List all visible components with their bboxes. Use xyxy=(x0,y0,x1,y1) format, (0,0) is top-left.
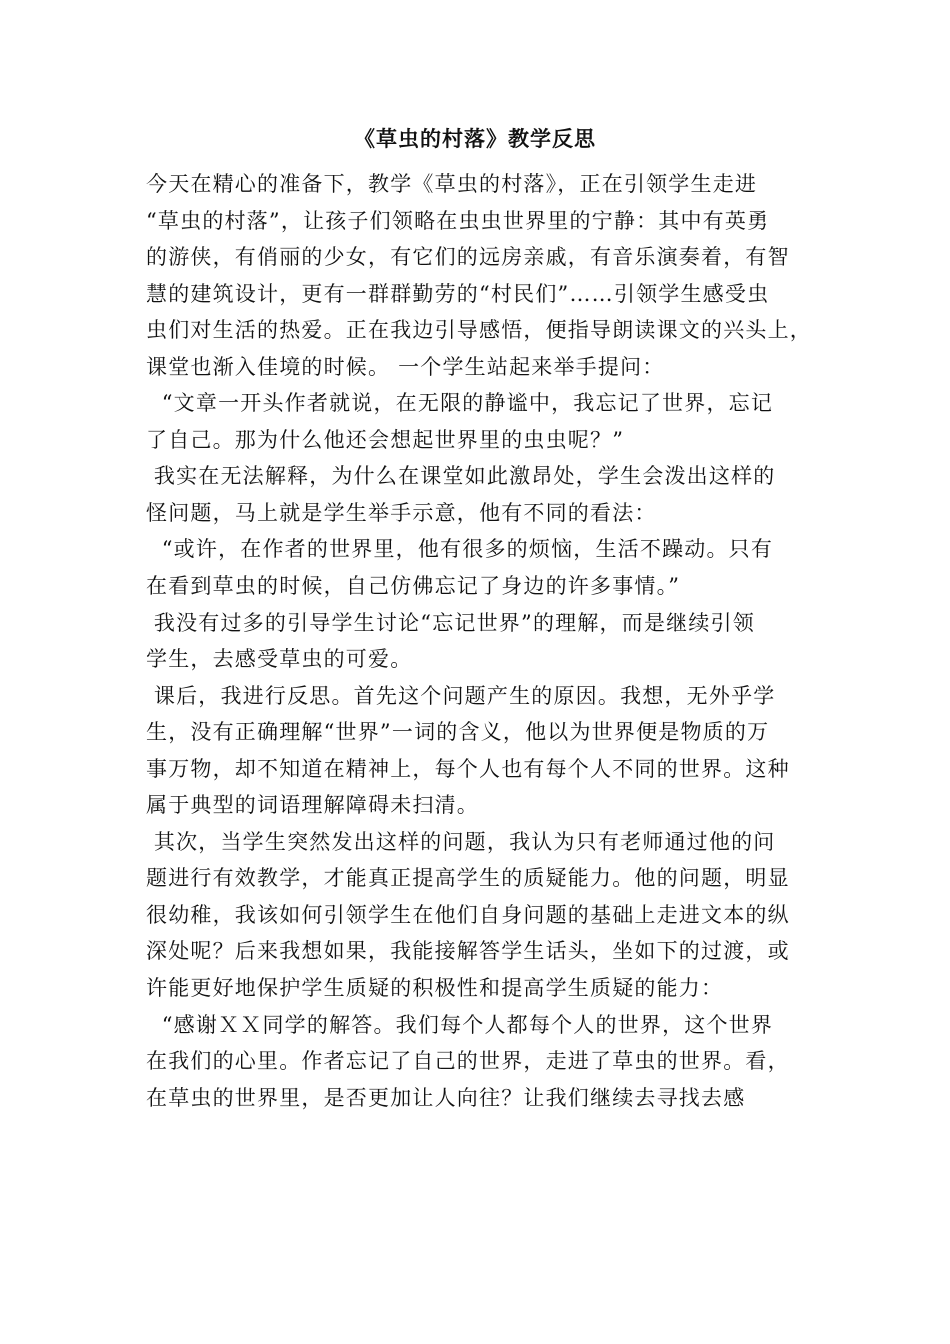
text-line: 许能更好地保护学生质疑的积极性和提高学生质疑的能力： xyxy=(146,976,724,1001)
text-line: 课后，我进行反思。首先这个问题产生的原因。我想，无外乎学 xyxy=(146,683,776,708)
text-line: 了自己。那为什么他还会想起世界里的虫虫呢？” xyxy=(146,427,625,452)
text-line: 题进行有效教学，才能真正提高学生的质疑能力。他的问题，明显 xyxy=(146,866,790,891)
text-line: 我没有过多的引导学生讨论“忘记世界”的理解，而是继续引领 xyxy=(146,610,755,635)
text-line: 在看到草虫的时候，自己仿佛忘记了身边的许多事情。” xyxy=(146,574,681,599)
text-line: 深处呢？后来我想如果，我能接解答学生话头，坐如下的过渡，或 xyxy=(146,939,790,964)
text-line: “感谢ＸＸ同学的解答。我们每个人都每个人的世界，这个世界 xyxy=(146,1012,774,1037)
text-line: “或许，在作者的世界里，他有很多的烦恼，生活不躁动。只有 xyxy=(146,537,774,562)
text-line: 虫们对生活的热爱。正在我边引导感悟，便指导朗读课文的兴头上， xyxy=(146,318,812,343)
text-line: 慧的建筑设计，更有一群群勤劳的“村民们”……引领学生感受虫 xyxy=(146,281,770,306)
text-line: 其次，当学生突然发出这样的问题，我认为只有老师通过他的问 xyxy=(146,829,776,854)
text-line: 生，没有正确理解“世界”一词的含义，他以为世界便是物质的万 xyxy=(146,720,770,745)
text-line: 课堂也渐入佳境的时候。 一个学生站起来举手提问： xyxy=(146,354,665,379)
text-line: 很幼稚，我该如何引领学生在他们自身问题的基础上走进文本的纵 xyxy=(146,902,790,927)
text-line: 在我们的心里。作者忘记了自己的世界，走进了草虫的世界。看， xyxy=(146,1049,790,1074)
text-line: “文章一开头作者就说，在无限的静谧中，我忘记了世界，忘记 xyxy=(146,391,774,416)
document-body xyxy=(146,166,812,1116)
text-line: “草虫的村落”，让孩子们领略在虫虫世界里的宁静：其中有英勇 xyxy=(146,208,770,233)
text-line: 学生，去感受草虫的可爱。 xyxy=(146,647,413,672)
text-line: 我实在无法解释，为什么在课堂如此激昂处，学生会泼出这样的 xyxy=(146,464,776,489)
text-line: 属于典型的词语理解障碍未扫清。 xyxy=(146,793,479,818)
text-line: 在草虫的世界里，是否更加让人向往？让我们继续去寻找去感 xyxy=(146,1085,746,1110)
document-title: 《草虫的村落》教学反思 xyxy=(354,126,596,151)
text-line: 今天在精心的准备下，教学《草虫的村落》，正在引领学生走进 xyxy=(146,172,758,196)
text-line: 事万物，却不知道在精神上，每个人也有每个人不同的世界。这种 xyxy=(146,756,790,781)
text-line: 怪问题，马上就是学生举手示意，他有不同的看法： xyxy=(146,500,657,525)
text-line: 的游侠，有俏丽的少女，有它们的远房亲戚，有音乐演奏着，有智 xyxy=(146,245,790,270)
